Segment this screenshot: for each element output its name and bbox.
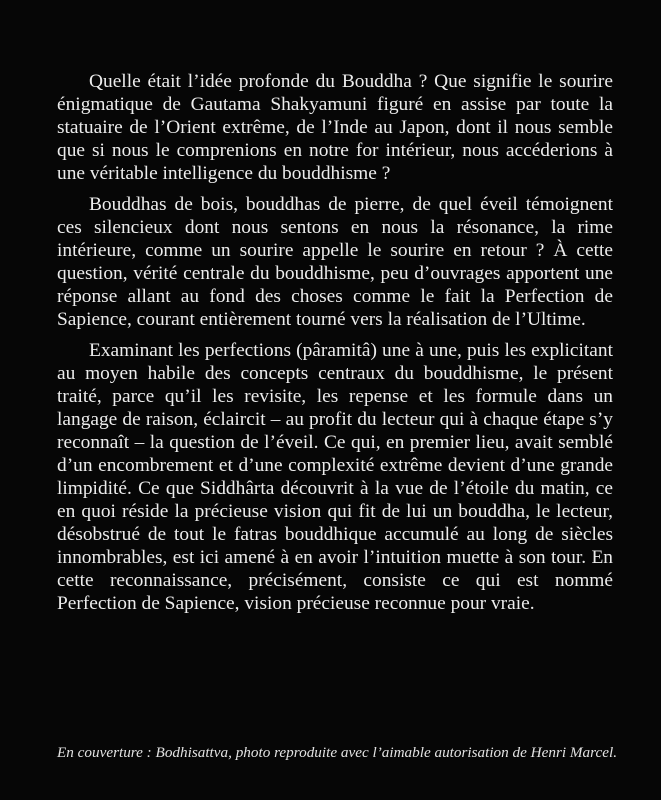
cover-credit: En couverture : Bodhisattva, photo reproduite avec l’aimable autorisation de Henri Marcel.: [57, 744, 617, 761]
blurb-paragraph-1: Quelle était l’idée profonde du Bouddha ? Que signifie le sourire énigmatique de Gautama Shakyamuni figuré en assise par toute la statuaire de l’Orient extrême, de l’Inde au Japon, dont il nous semble que si nous le comprenions en notre for intérieur, nous accéderions à une véritable intelligence du bouddhisme ?: [57, 71, 613, 184]
blurb-paragraph-2: Bouddhas de bois, bouddhas de pierre, de quel éveil témoignent ces silencieux dont nous sentons en nous la résonance, la rime intérieure, comme un sourire appelle le sourire en retour ? À cette question, vérité centrale du bouddhisme, peu d’ouvrages apportent une réponse allant au fond des choses comme le fait la Perfection de Sapience, courant entièrement tourné vers la réalisation de l’Ultime.: [57, 194, 613, 330]
blurb-paragraph-3: Examinant les perfections (pâramitâ) une à une, puis les explicitant au moyen habile des concepts centraux du bouddhisme, le présent traité, parce qu’il les revisite, les repense et les formule dans un langage de raison, éclaircit – au profit du lecteur qui à chaque étape s’y reconnaît – la question de l’éveil. Ce qui, en premier lieu, avait semblé d’un encombrement et d’une complexité extrême devient d’une grande limpidité. Ce que Siddhârta découvrit à la vue de l’étoile du matin, ce en quoi réside la précieuse vision qui fit de lui un bouddha, le lecteur, désobstrué de tout le fatras bouddhique accumulé au long de siècles innombrables, est ici amené à en avoir l’intuition muette à son tour. En cette reconnaissance, précisément, consiste ce qui est nommé Perfection de Sapience, vision précieuse reconnue pour vraie.: [57, 340, 613, 614]
blurb-text: [57, 70, 613, 615]
